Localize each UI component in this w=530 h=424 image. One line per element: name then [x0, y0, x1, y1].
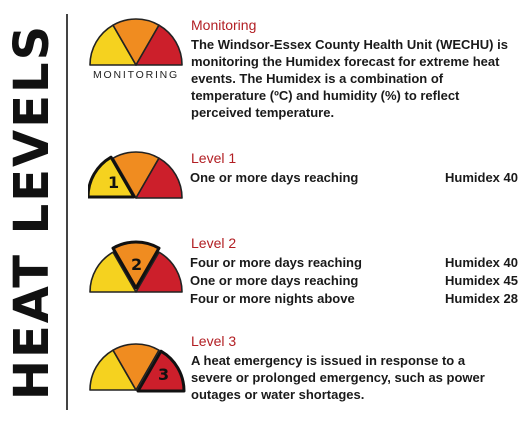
humidex-value: Humidex 40: [445, 170, 518, 185]
divider-line: [66, 14, 68, 410]
level1-gauge: [88, 148, 184, 202]
level1-row: One or more days reaching Humidex 40: [190, 170, 518, 185]
vertical-title: [0, 0, 60, 424]
level1-heading: Level 1: [191, 150, 237, 166]
monitoring-description: The Windsor-Essex County Health Unit (WECHU) is monitoring the Humidex forecast for extreme heat events. The Humidex is a combination of temperature (ºC) and humidity (%) to reflect perceived temperature.: [191, 37, 508, 120]
humidex-highlight: Humidex: [266, 71, 322, 86]
level2-row: One or more days reaching Humidex 45: [190, 273, 518, 288]
humidex-value: Humidex 40: [445, 255, 518, 270]
level2-gauge: [88, 240, 184, 296]
page-title: HEAT LEVELS: [4, 23, 60, 401]
level2-row: Four or more nights above Humidex 28: [190, 291, 518, 306]
level2-row: Four or more days reaching Humidex 40: [190, 255, 518, 270]
monitoring-gauge-label: MONITORING: [92, 69, 180, 81]
level2-heading: Level 2: [191, 235, 237, 251]
level1-gauge-number: 1: [108, 173, 120, 192]
level3-gauge: [88, 340, 186, 396]
level2-gauge-number: 2: [131, 255, 143, 274]
monitoring-heading: Monitoring: [191, 17, 257, 33]
humidex-value: Humidex 45: [445, 273, 518, 288]
level3-heading: Level 3: [191, 333, 237, 349]
humidex-value: Humidex 28: [445, 291, 518, 306]
monitoring-gauge: [88, 15, 184, 69]
level3-gauge-number: 3: [158, 365, 170, 384]
level3-description: A heat emergency is issued in response to a severe or prolonged emergency, such as power outages or water shortages.: [191, 353, 485, 402]
